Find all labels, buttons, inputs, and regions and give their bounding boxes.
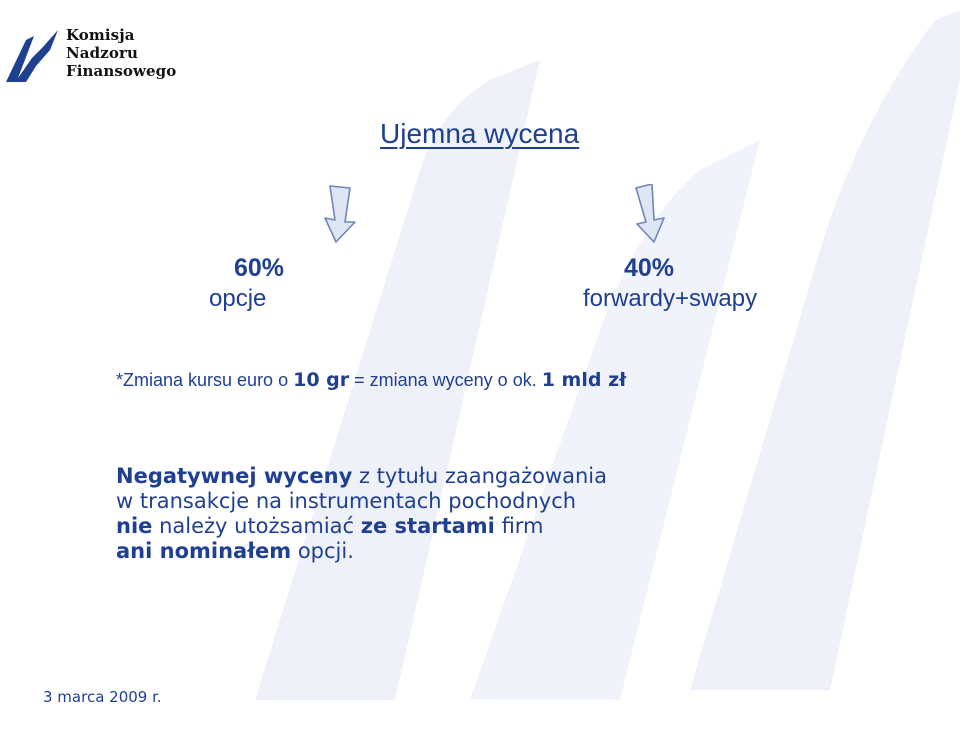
conclusion-line-1 [116, 464, 607, 489]
conclusion-bold-nie: nie [116, 514, 153, 538]
note-amount-1mld: 1 mld zł [541, 369, 627, 391]
institution-name [66, 26, 176, 80]
exchange-rate-note [116, 369, 626, 391]
slide-title: Ujemna wycena [380, 118, 580, 149]
arrow-down-left-icon [322, 184, 358, 244]
conclusion-text: firm [494, 514, 544, 538]
conclusion-text: opcji. [291, 539, 354, 563]
note-text-1: *Zmiana kursu euro o [116, 370, 294, 390]
conclusion-bold-nominal: ani nominałem [116, 539, 292, 563]
options-label: opcje [209, 285, 267, 312]
conclusion-text: z tytułu zaangażowania [352, 464, 608, 488]
note-amount-10gr: 10 gr [293, 369, 350, 391]
arrow-down-right-icon [632, 184, 668, 244]
institution-name-line-2: Nadzoru [66, 44, 138, 62]
conclusion-text: należy utożsamiać [152, 514, 361, 538]
conclusion-line-4 [116, 539, 607, 564]
conclusion-paragraph [116, 464, 607, 564]
conclusion-line-2: w transakcje na instrumentach pochodnych [116, 489, 577, 513]
institution-name-line-1: Komisja [66, 26, 135, 44]
knf-logo-mark-icon [2, 28, 60, 86]
conclusion-bold-losses: ze startami [360, 514, 495, 538]
forwards-swaps-label: forwardy+swapy [583, 285, 758, 312]
footer-date: 3 marca 2009 r. [43, 688, 162, 706]
note-text-2: = zmiana wyceny o ok. [349, 370, 542, 390]
conclusion-line-3 [116, 514, 607, 539]
forwards-swaps-share: 40% [624, 254, 675, 282]
options-share: 60% [234, 254, 285, 282]
institution-name-line-3: Finansowego [66, 62, 177, 80]
conclusion-bold-negative-valuation: Negatywnej wyceny [116, 464, 353, 488]
